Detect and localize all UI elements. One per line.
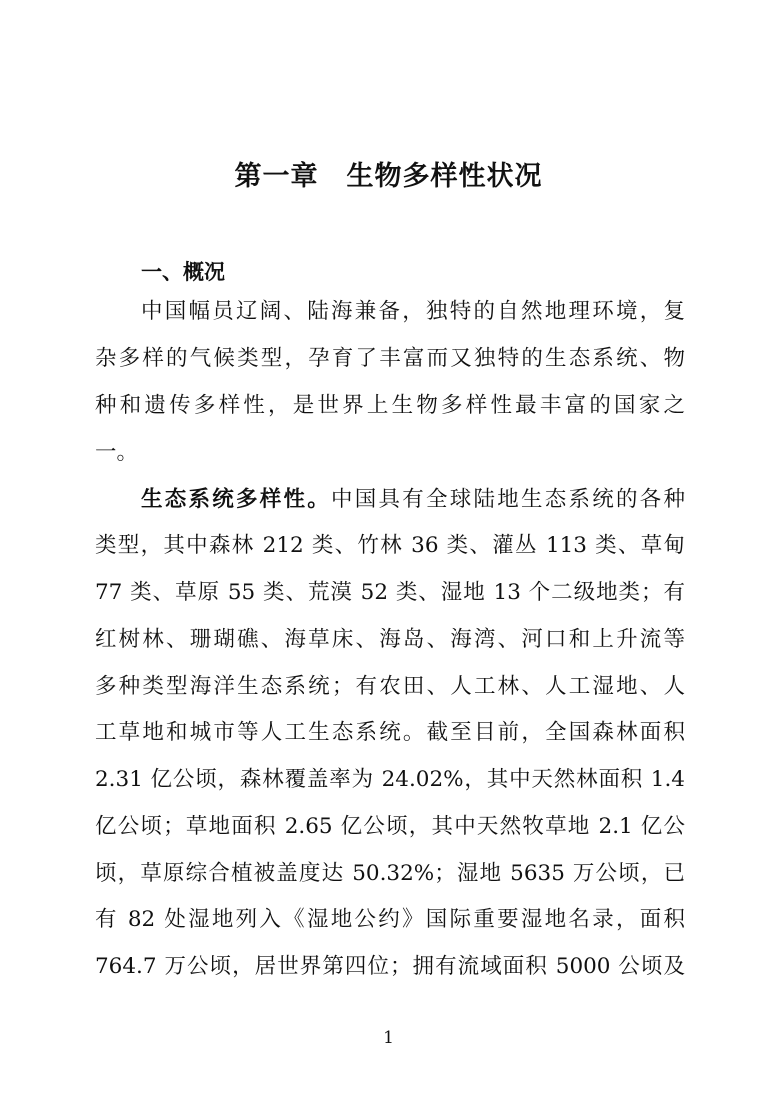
page-number: 1 xyxy=(383,1028,394,1048)
chapter-title: 第一章 生物多样性状况 xyxy=(234,161,543,192)
paragraph-line: 杂多样的气候类型，孕育了丰富而又独特的生态系统、物 xyxy=(95,346,685,371)
paragraph-line: 亿公顷；草地面积 2.65 亿公顷，其中天然牧草地 2.1 亿公 xyxy=(95,814,685,839)
paragraph-line: 中国幅员辽阔、陆海兼备，独特的自然地理环境，复 xyxy=(141,299,685,324)
paragraph-line: 一。 xyxy=(95,440,139,465)
paragraph-line: 工草地和城市等人工生态系统。截至目前，全国森林面积 xyxy=(95,720,685,745)
paragraph-line: 顷，草原综合植被盖度达 50.32%；湿地 5635 万公顷，已 xyxy=(95,861,685,886)
paragraph-line: 77 类、草原 55 类、荒漠 52 类、湿地 13 个二级地类；有 xyxy=(95,580,685,605)
paragraph-line: 2.31 亿公顷，森林覆盖率为 24.02%，其中天然林面积 1.4 xyxy=(95,767,685,792)
section-heading: 一、概况 xyxy=(141,260,225,284)
paragraph-line: 红树林、珊瑚礁、海草床、海岛、海湾、河口和上升流等 xyxy=(95,627,685,652)
paragraph-line: 种和遗传多样性，是世界上生物多样性最丰富的国家之 xyxy=(95,393,685,418)
paragraph-line: 有 82 处湿地列入《湿地公约》国际重要湿地名录，面积 xyxy=(95,907,685,932)
paragraph-line: 多种类型海洋生态系统；有农田、人工林、人工湿地、人 xyxy=(95,674,685,699)
paragraph-first-line xyxy=(141,485,685,515)
paragraph-lead: 生态系统多样性。 xyxy=(141,487,331,512)
paragraph-line: 类型，其中森林 212 类、竹林 36 类、灌丛 113 类、草甸 xyxy=(95,533,685,558)
paragraph-line-rest: 中国具有全球陆地生态系统的各种 xyxy=(331,487,685,512)
paragraph-line: 764.7 万公顷，居世界第四位；拥有流域面积 5000 公顷及 xyxy=(95,954,685,979)
